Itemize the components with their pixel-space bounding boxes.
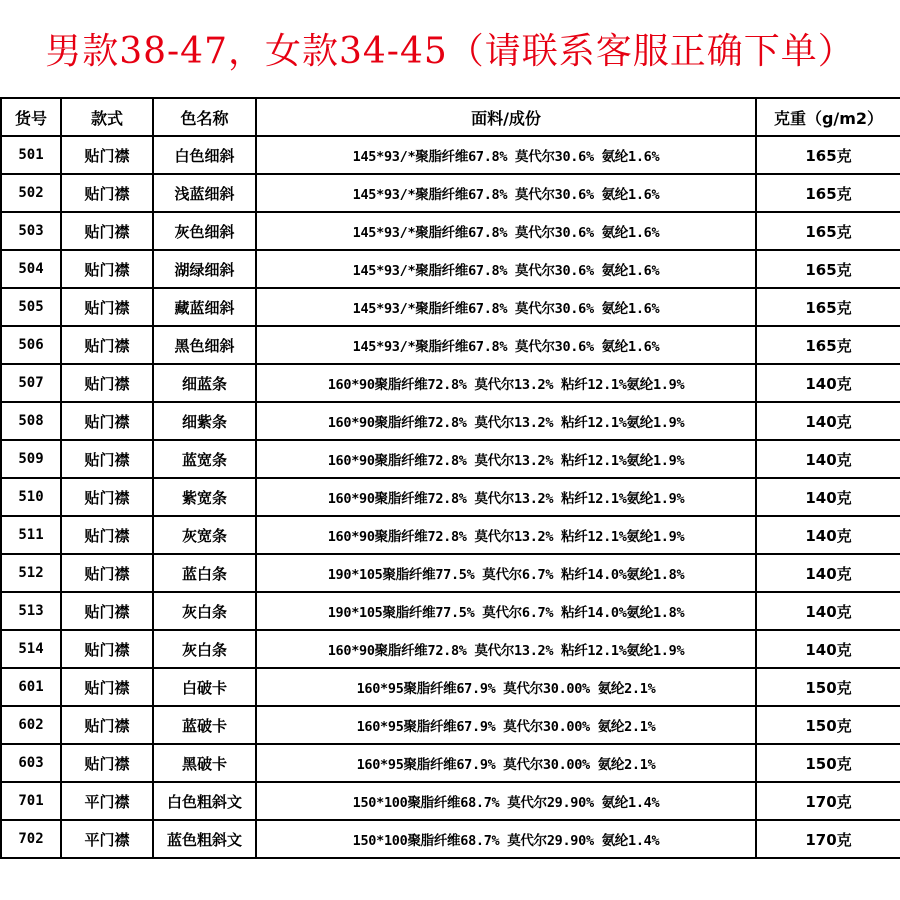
- table-row: [1, 250, 900, 288]
- cell-style: 贴门襟: [61, 364, 153, 402]
- header-color: 色名称: [153, 98, 256, 136]
- cell-fabric: 150*100聚脂纤维68.7% 莫代尔29.90% 氨纶1.4%: [256, 782, 756, 820]
- header-code: 货号: [1, 98, 61, 136]
- header-fabric: 面料/成份: [256, 98, 756, 136]
- table-row: [1, 326, 900, 364]
- cell-style: 贴门襟: [61, 706, 153, 744]
- cell-color: 细蓝条: [153, 364, 256, 402]
- cell-color: 蓝白条: [153, 554, 256, 592]
- cell-fabric: 145*93/*聚脂纤维67.8% 莫代尔30.6% 氨纶1.6%: [256, 288, 756, 326]
- table-row: [1, 668, 900, 706]
- cell-color: 蓝色粗斜文: [153, 820, 256, 858]
- cell-color: 白色细斜: [153, 136, 256, 174]
- cell-code: 701: [1, 782, 61, 820]
- cell-weight: 165克: [756, 136, 900, 174]
- cell-color: 湖绿细斜: [153, 250, 256, 288]
- cell-weight: 150克: [756, 668, 900, 706]
- cell-fabric: 145*93/*聚脂纤维67.8% 莫代尔30.6% 氨纶1.6%: [256, 212, 756, 250]
- cell-color: 白破卡: [153, 668, 256, 706]
- cell-color: 白色粗斜文: [153, 782, 256, 820]
- cell-color: 黑破卡: [153, 744, 256, 782]
- table-row: [1, 782, 900, 820]
- cell-style: 平门襟: [61, 820, 153, 858]
- cell-fabric: 160*90聚脂纤维72.8% 莫代尔13.2% 粘纤12.1%氨纶1.9%: [256, 402, 756, 440]
- cell-style: 贴门襟: [61, 668, 153, 706]
- table-row: [1, 136, 900, 174]
- cell-fabric: 145*93/*聚脂纤维67.8% 莫代尔30.6% 氨纶1.6%: [256, 136, 756, 174]
- cell-style: 贴门襟: [61, 592, 153, 630]
- cell-style: 贴门襟: [61, 174, 153, 212]
- cell-fabric: 190*105聚脂纤维77.5% 莫代尔6.7% 粘纤14.0%氨纶1.8%: [256, 554, 756, 592]
- cell-weight: 165克: [756, 288, 900, 326]
- cell-color: 蓝破卡: [153, 706, 256, 744]
- cell-color: 细紫条: [153, 402, 256, 440]
- cell-code: 601: [1, 668, 61, 706]
- cell-style: 贴门襟: [61, 212, 153, 250]
- cell-weight: 165克: [756, 250, 900, 288]
- table-row: [1, 402, 900, 440]
- cell-code: 510: [1, 478, 61, 516]
- cell-fabric: 160*90聚脂纤维72.8% 莫代尔13.2% 粘纤12.1%氨纶1.9%: [256, 630, 756, 668]
- table-row: [1, 820, 900, 858]
- cell-color: 藏蓝细斜: [153, 288, 256, 326]
- cell-fabric: 160*90聚脂纤维72.8% 莫代尔13.2% 粘纤12.1%氨纶1.9%: [256, 516, 756, 554]
- product-table: [0, 97, 900, 859]
- cell-style: 贴门襟: [61, 326, 153, 364]
- cell-weight: 140克: [756, 402, 900, 440]
- cell-fabric: 150*100聚脂纤维68.7% 莫代尔29.90% 氨纶1.4%: [256, 820, 756, 858]
- cell-weight: 170克: [756, 820, 900, 858]
- cell-color: 灰白条: [153, 630, 256, 668]
- cell-style: 贴门襟: [61, 630, 153, 668]
- cell-code: 512: [1, 554, 61, 592]
- cell-code: 514: [1, 630, 61, 668]
- cell-weight: 140克: [756, 516, 900, 554]
- cell-code: 509: [1, 440, 61, 478]
- cell-code: 508: [1, 402, 61, 440]
- cell-fabric: 160*95聚脂纤维67.9% 莫代尔30.00% 氨纶2.1%: [256, 744, 756, 782]
- header-style: 款式: [61, 98, 153, 136]
- cell-code: 702: [1, 820, 61, 858]
- cell-color: 蓝宽条: [153, 440, 256, 478]
- table-row: [1, 516, 900, 554]
- cell-weight: 140克: [756, 592, 900, 630]
- cell-fabric: 160*90聚脂纤维72.8% 莫代尔13.2% 粘纤12.1%氨纶1.9%: [256, 364, 756, 402]
- cell-fabric: 145*93/*聚脂纤维67.8% 莫代尔30.6% 氨纶1.6%: [256, 250, 756, 288]
- cell-style: 贴门襟: [61, 136, 153, 174]
- cell-style: 贴门襟: [61, 516, 153, 554]
- cell-color: 黑色细斜: [153, 326, 256, 364]
- cell-fabric: 160*90聚脂纤维72.8% 莫代尔13.2% 粘纤12.1%氨纶1.9%: [256, 440, 756, 478]
- cell-color: 紫宽条: [153, 478, 256, 516]
- cell-style: 贴门襟: [61, 250, 153, 288]
- cell-code: 501: [1, 136, 61, 174]
- table-row: [1, 212, 900, 250]
- cell-weight: 140克: [756, 554, 900, 592]
- cell-fabric: 190*105聚脂纤维77.5% 莫代尔6.7% 粘纤14.0%氨纶1.8%: [256, 592, 756, 630]
- cell-style: 贴门襟: [61, 478, 153, 516]
- cell-style: 贴门襟: [61, 554, 153, 592]
- cell-color: 灰白条: [153, 592, 256, 630]
- cell-style: 贴门襟: [61, 288, 153, 326]
- table-row: [1, 174, 900, 212]
- cell-code: 602: [1, 706, 61, 744]
- cell-code: 511: [1, 516, 61, 554]
- table-row: [1, 592, 900, 630]
- cell-weight: 140克: [756, 440, 900, 478]
- cell-fabric: 145*93/*聚脂纤维67.8% 莫代尔30.6% 氨纶1.6%: [256, 174, 756, 212]
- page-title: 男款38-47，女款34-45（请联系客服正确下单）: [45, 31, 855, 72]
- table-header-row: [1, 98, 900, 136]
- table-row: [1, 630, 900, 668]
- table-row: [1, 440, 900, 478]
- table-row: [1, 744, 900, 782]
- header-weight: 克重（g/m2）: [756, 98, 900, 136]
- cell-weight: 165克: [756, 174, 900, 212]
- cell-fabric: 160*95聚脂纤维67.9% 莫代尔30.00% 氨纶2.1%: [256, 668, 756, 706]
- cell-code: 503: [1, 212, 61, 250]
- table-body: [1, 136, 900, 858]
- cell-weight: 170克: [756, 782, 900, 820]
- table-row: [1, 364, 900, 402]
- cell-code: 504: [1, 250, 61, 288]
- cell-style: 贴门襟: [61, 744, 153, 782]
- cell-fabric: 145*93/*聚脂纤维67.8% 莫代尔30.6% 氨纶1.6%: [256, 326, 756, 364]
- cell-style: 贴门襟: [61, 402, 153, 440]
- cell-code: 507: [1, 364, 61, 402]
- cell-fabric: 160*90聚脂纤维72.8% 莫代尔13.2% 粘纤12.1%氨纶1.9%: [256, 478, 756, 516]
- cell-color: 浅蓝细斜: [153, 174, 256, 212]
- table-row: [1, 706, 900, 744]
- cell-code: 505: [1, 288, 61, 326]
- table-row: [1, 288, 900, 326]
- cell-style: 贴门襟: [61, 440, 153, 478]
- table-row: [1, 554, 900, 592]
- cell-color: 灰宽条: [153, 516, 256, 554]
- cell-weight: 150克: [756, 744, 900, 782]
- cell-weight: 140克: [756, 630, 900, 668]
- cell-weight: 165克: [756, 326, 900, 364]
- cell-code: 513: [1, 592, 61, 630]
- cell-weight: 150克: [756, 706, 900, 744]
- cell-code: 603: [1, 744, 61, 782]
- cell-style: 平门襟: [61, 782, 153, 820]
- cell-color: 灰色细斜: [153, 212, 256, 250]
- cell-weight: 140克: [756, 478, 900, 516]
- cell-fabric: 160*95聚脂纤维67.9% 莫代尔30.00% 氨纶2.1%: [256, 706, 756, 744]
- cell-code: 506: [1, 326, 61, 364]
- cell-weight: 140克: [756, 364, 900, 402]
- table-row: [1, 478, 900, 516]
- cell-weight: 165克: [756, 212, 900, 250]
- cell-code: 502: [1, 174, 61, 212]
